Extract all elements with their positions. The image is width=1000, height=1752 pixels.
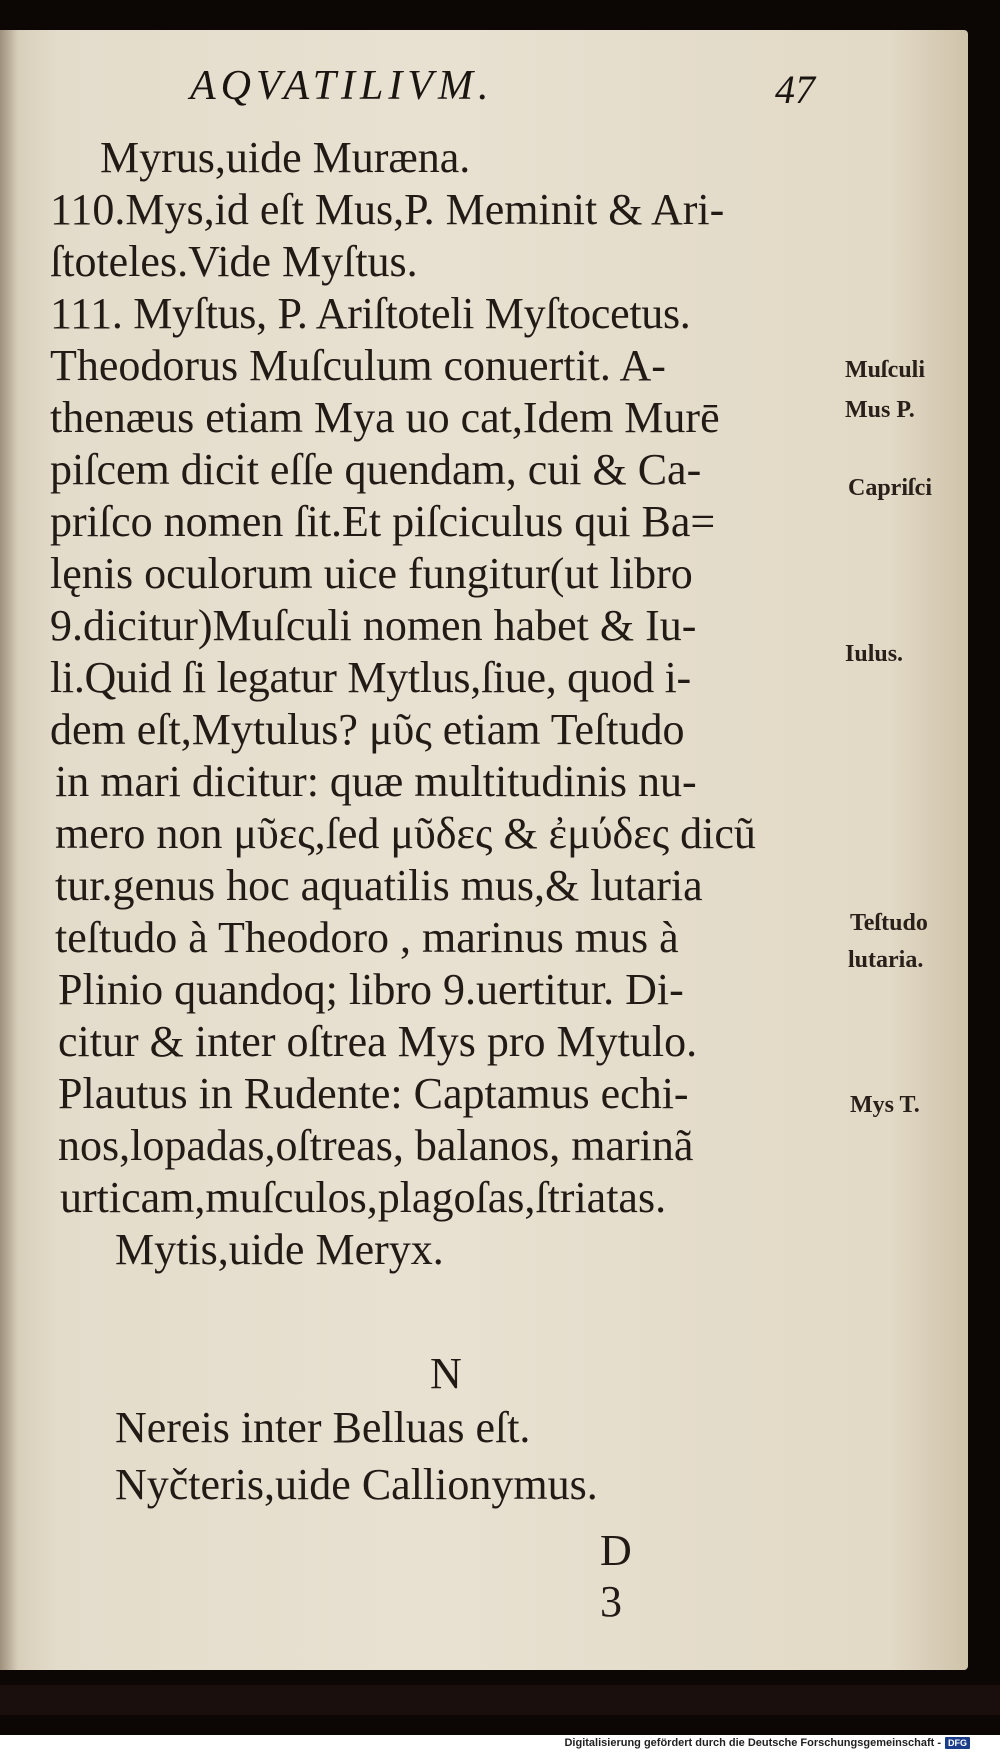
text-line: 111. Myſtus, P. Ariſtoteli Myſtocetus.: [50, 289, 691, 338]
page-bottom-edge: [0, 1685, 1000, 1715]
section-letter: N: [430, 1349, 462, 1398]
text-line: piſcem dicit eſſe quendam, cui & Ca-: [50, 445, 702, 494]
margin-note: lutaria.: [848, 947, 924, 973]
margin-note: Teſtudo: [850, 910, 928, 936]
text-line: Mytis,uide Meryx.: [115, 1225, 444, 1274]
page-header: [0, 62, 968, 122]
text-line: mero non μῦες,ſed μῦδες & ἐμύδες dicũ: [55, 809, 756, 858]
gutter-shadow: [0, 30, 18, 1670]
text-line: Nereis inter Belluas eſt.: [115, 1403, 531, 1452]
text-line: in mari dicitur: quæ multitudinis nu-: [55, 757, 697, 806]
text-line: ſtoteles.Vide Myſtus.: [50, 237, 418, 286]
text-line: priſco nomen ſit.Et piſciculus qui Ba=: [50, 497, 716, 546]
text-line: dem eſt,Mytulus? μῦς etiam Teſtudo: [50, 705, 685, 754]
text-line: Myrus,uide Muræna.: [100, 133, 471, 182]
text-line: Theodorus Muſculum conuertit. A-: [50, 341, 666, 390]
signature-mark: D 3: [600, 1526, 632, 1626]
text-line: citur & inter oſtrea Mys pro Mytulo.: [58, 1017, 698, 1066]
text-line: tur.genus hoc aquatilis mus,& lutaria: [55, 861, 703, 910]
margin-note: Muſculi: [845, 357, 926, 383]
text-line: teſtudo à Theodoro , marinus mus à: [55, 913, 679, 962]
funding-note: [564, 1737, 970, 1749]
running-head: AQVATILIVM.: [190, 63, 494, 109]
text-line: Plinio quandoq; libro 9.uertitur. Di-: [58, 965, 684, 1014]
funding-text: Digitalisierung gefördert durch die Deutsche Forschungsgemeinschaft -: [564, 1737, 941, 1749]
text-line: 9.dicitur)Muſculi nomen habet & Iu-: [50, 601, 697, 650]
margin-note: Mus P.: [845, 397, 915, 423]
margin-note: Iulus.: [845, 641, 904, 667]
dfg-logo-badge: DFG: [945, 1737, 970, 1749]
text-line: lęnis oculorum uice fungitur(ut libro: [50, 549, 693, 598]
text-line: li.Quid ſi legatur Mytlus,ſiue, quod i-: [50, 653, 691, 702]
text-line: Nyčteris,uide Callionymus.: [115, 1460, 598, 1509]
page-number: 47: [775, 67, 815, 112]
margin-note: Mys T.: [850, 1092, 920, 1118]
text-line: nos,lopadas,oſtreas, balanos, marinã: [58, 1121, 694, 1170]
text-line: 110.Mys,id eſt Mus,P. Meminit & Ari-: [50, 185, 725, 234]
text-line: urticam,muſculos,plagoſas,ſtriatas.: [60, 1173, 667, 1222]
margin-note: Capriſci: [848, 475, 932, 501]
text-line: Plautus in Rudente: Captamus echi-: [58, 1069, 689, 1118]
text-line: thenæus etiam Mya uo cat,Idem Murē: [50, 393, 720, 442]
